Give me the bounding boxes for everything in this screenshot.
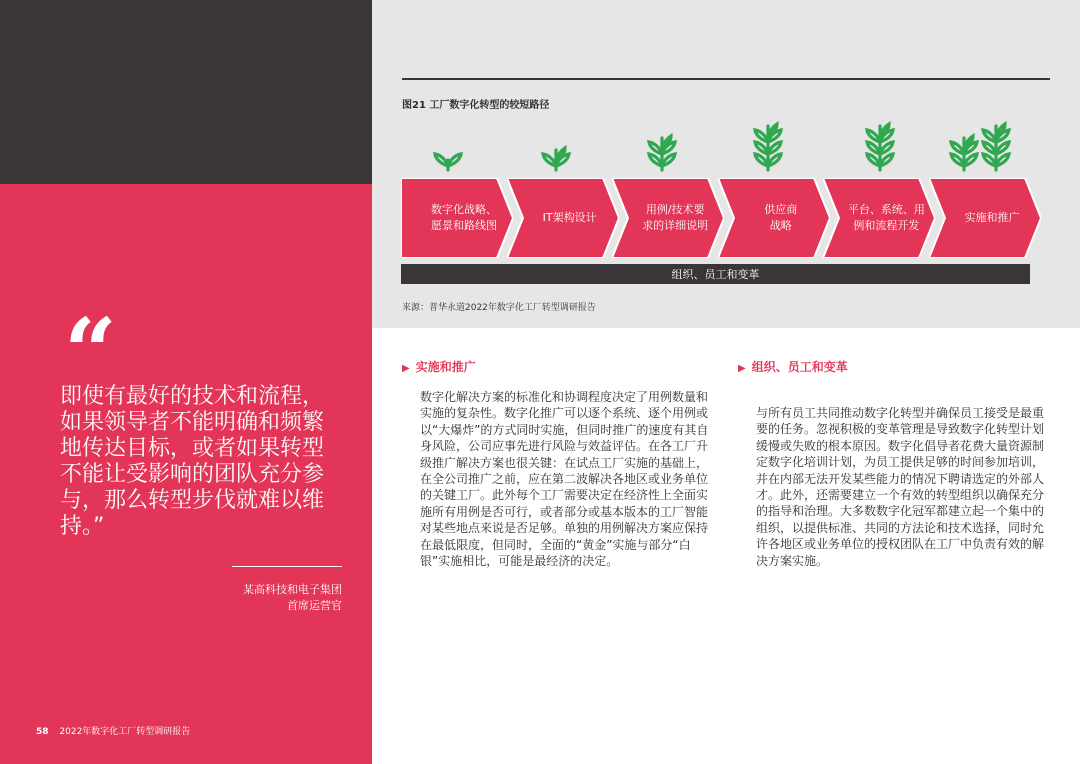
plant-icon xyxy=(860,120,900,172)
process-step xyxy=(823,178,935,258)
page-footer xyxy=(36,724,190,737)
quote-text: 即使有最好的技术和流程，如果领导者不能明确和频繁地传达目标，或者如果转型不能让受影响的团队充分参与，那么转型步伐就难以维持。” xyxy=(60,384,325,539)
process-step xyxy=(507,178,619,258)
process-step-label: 用例/技术要 求的详细说明 xyxy=(642,203,709,232)
quote-attribution xyxy=(243,582,342,614)
process-step-label: 实施和推广 xyxy=(964,211,1020,224)
process-step-label: IT架构设计 xyxy=(542,211,597,224)
figure-source: 来源：普华永道2022年数字化工厂转型调研报告 xyxy=(402,303,596,313)
process-step xyxy=(612,178,724,258)
section-heading-organization xyxy=(738,358,848,375)
plant-icon xyxy=(748,120,788,172)
quote-author-title: 首席运营官 xyxy=(287,599,342,612)
quote-author-company: 某高科技和电子集团 xyxy=(243,583,342,596)
plant-icon xyxy=(642,132,682,172)
section-heading-text: 实施和推广 xyxy=(415,360,476,374)
process-chevrons xyxy=(401,178,1051,258)
plant-icon xyxy=(976,120,1016,172)
dark-header-block xyxy=(0,0,372,184)
process-step xyxy=(401,178,513,258)
plant-icon xyxy=(428,152,468,172)
foundation-bar: 组织、员工和变革 xyxy=(401,264,1030,284)
triangle-bullet-icon: ▶ xyxy=(402,363,410,374)
plant-icon xyxy=(536,144,576,172)
figure-top-rule xyxy=(402,78,1050,80)
process-step-label: 供应商 战略 xyxy=(764,203,798,232)
section-body-organization: 与所有员工共同推动数字化转型并确保员工接受是最重要的任务。忽视积极的变革管理是导致数字化转型计划缓慢或失败的根本原因。数字化倡导者花费大量资源制定数字化培训计划，为员工提供足够的时间参加培训，并在内部无法开发某些能力的情况下聘请选定的外部人才。此外，还需要建立一个有效的转型组织以确保充分的指导和治理。大多数数字化冠军都建立起一个集中的组织，以提供标准、共同的方法论和技术选择，同时允许各地区或业务单位的授权团队在工厂中负责有效的解决方案实施。 xyxy=(756,406,1045,568)
process-step xyxy=(929,178,1041,258)
triangle-bullet-icon: ▶ xyxy=(738,363,746,374)
process-step xyxy=(718,178,830,258)
section-heading-text: 组织、员工和变革 xyxy=(751,360,848,374)
process-step-label: 平台、系统、用 例和流程开发 xyxy=(847,203,925,232)
process-step-label: 数字化战略、 愿景和路线图 xyxy=(431,203,497,232)
section-body-rollout: 数字化解决方案的标准化和协调程度决定了用例数量和实施的复杂性。数字化推广可以逐个系统、逐个用例或以“大爆炸”的方式同时实施，但同时推广的速度有其自身风险，公司应事先进行风险与效益评估。在各工厂升级推广解决方案也很关键：在试点工厂实施的基础上，在全公司推广之前，应在第二波解决各地区或业务单位的关键工厂。此外每个工厂需要决定在经济性上全面实施所有用例是否可行，或者部分或基本版本的工厂智能对某些地点来说是否足够。单独的用例解决方案应保持在最低限度，但同时，全面的“黄金”实施与部分“白银”实施相比，可能是最经济的决定。 xyxy=(420,390,709,569)
quote-divider xyxy=(232,566,342,567)
page-number: 58 xyxy=(36,727,49,737)
figure-title: 图21 工厂数字化转型的较短路径 xyxy=(402,100,550,111)
report-title: 2022年数字化工厂转型调研报告 xyxy=(59,727,191,737)
quote-mark: “ xyxy=(64,298,117,406)
section-heading-rollout xyxy=(402,358,476,375)
